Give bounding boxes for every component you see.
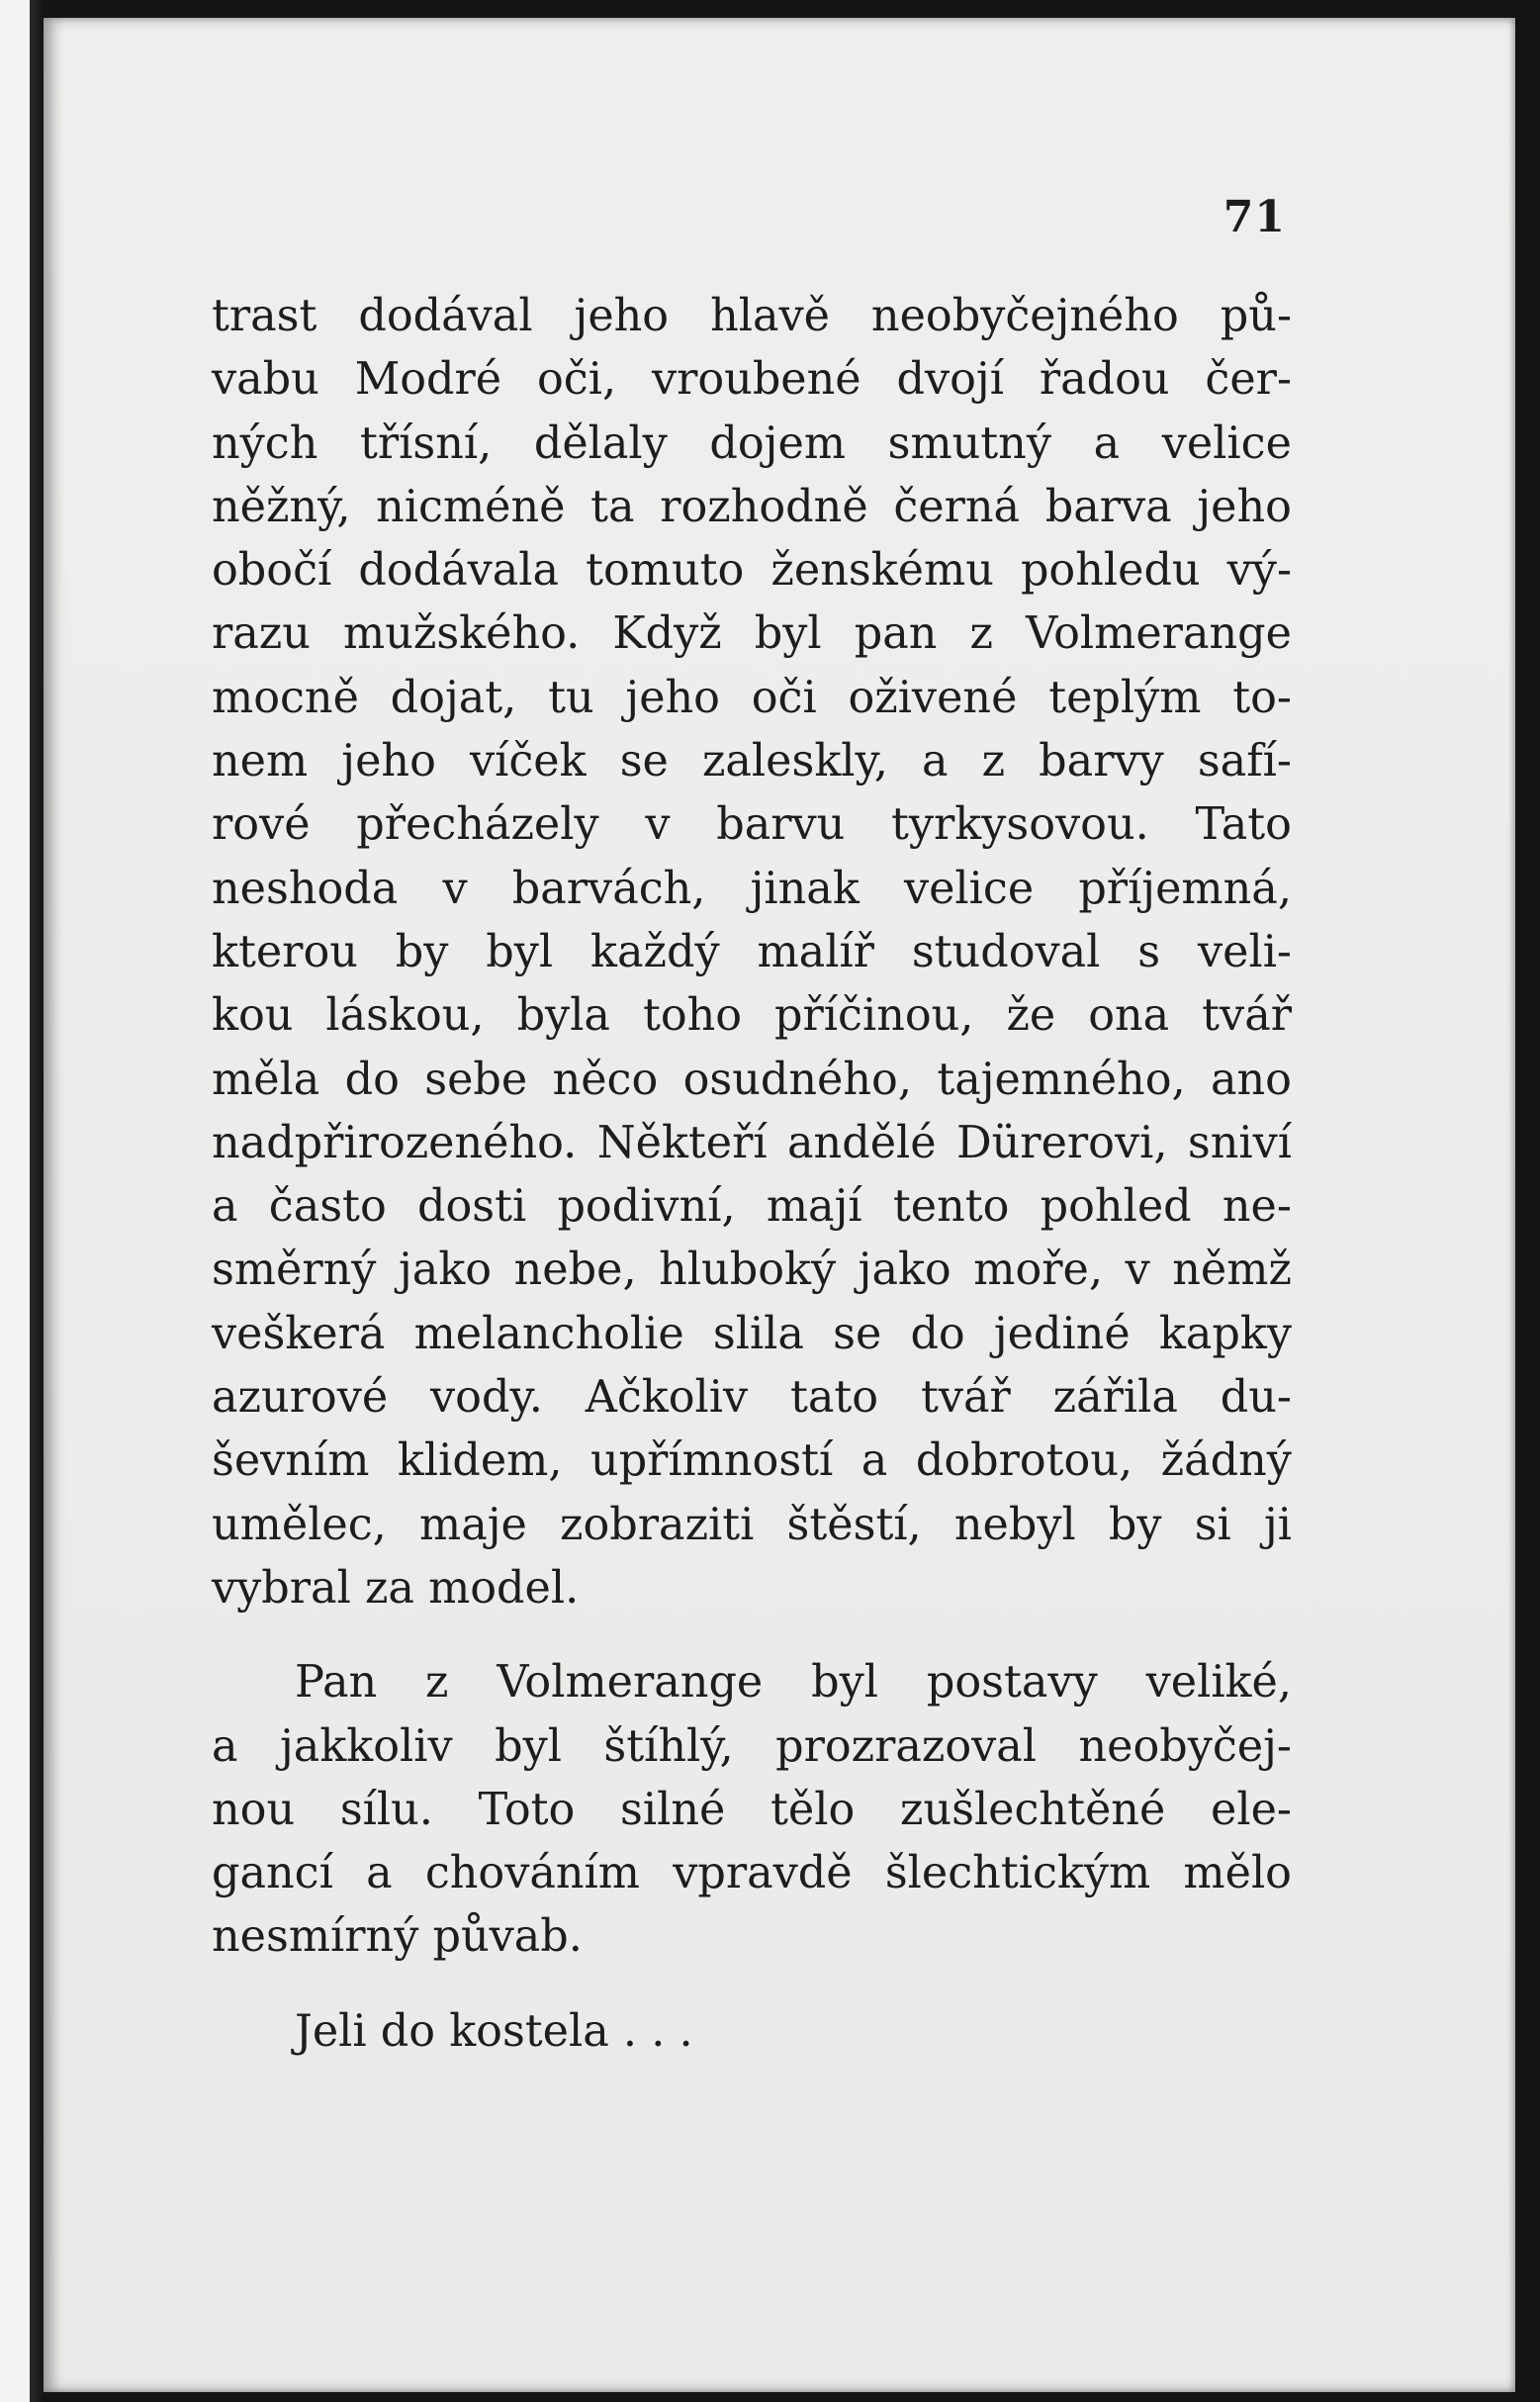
text-line: Pan z Volmerange byl postavy veliké, bbox=[295, 1657, 1292, 1709]
text-line: obočí dodávala tomuto ženskému pohledu vý- bbox=[212, 545, 1292, 597]
text-line: azurové vody. Ačkoliv tato tvář zářila du- bbox=[212, 1372, 1292, 1424]
body-text bbox=[212, 285, 1292, 2064]
text-line: vybral za model. bbox=[212, 1562, 580, 1614]
text-line: rové přecházely v barvu tyrkysovou. Tato bbox=[212, 799, 1292, 851]
text-line: nem jeho víček se zaleskly, a z barvy safí- bbox=[212, 736, 1292, 787]
text-line: nadpřirozeného. Někteří andělé Dürerovi, sniví bbox=[212, 1117, 1292, 1168]
text-line: kterou by byl každý malíř studoval s veli- bbox=[212, 926, 1292, 977]
text-line: a jakkoliv byl štíhlý, prozrazoval neobyčej- bbox=[212, 1720, 1292, 1772]
paragraph-3 bbox=[212, 2000, 1292, 2064]
text-line: razu mužského. Když byl pan z Volmerange bbox=[212, 608, 1292, 660]
text-line: kou láskou, byla toho příčinou, že ona tvář bbox=[212, 990, 1292, 1042]
paragraph-gap bbox=[212, 1970, 1292, 2000]
text-line: něžný, nicméně ta rozhodně černá barva jeho bbox=[212, 481, 1292, 532]
text-line: měla do sebe něco osudného, tajemného, ano bbox=[212, 1054, 1292, 1105]
book-spine-edge bbox=[0, 0, 44, 2402]
paragraph-2 bbox=[212, 1651, 1292, 1969]
book-page bbox=[44, 18, 1515, 2392]
text-line: trast dodával jeho hlavě neobyčejného pů- bbox=[212, 291, 1292, 341]
text-line: ševním klidem, upřímností a dobrotou, žádný bbox=[212, 1435, 1292, 1487]
text-line: a často dosti podivní, mají tento pohled ne- bbox=[212, 1181, 1292, 1233]
text-line: nou sílu. Toto silné tělo zušlechtěné ele- bbox=[212, 1784, 1292, 1835]
text-line: mocně dojat, tu jeho oči oživené teplým to- bbox=[212, 672, 1292, 723]
text-line: směrný jako nebe, hluboký jako moře, v němž bbox=[212, 1245, 1292, 1296]
page-number: 71 bbox=[1223, 192, 1286, 242]
text-line: ných třísní, dělaly dojem smutný a velice bbox=[212, 417, 1292, 469]
paragraph-gap bbox=[212, 1620, 1292, 1651]
text-line: veškerá melancholie slila se do jediné kapky bbox=[212, 1308, 1292, 1359]
text-line: vabu Modré oči, vroubené dvojí řadou čer- bbox=[212, 354, 1292, 406]
text-line: neshoda v barvách, jinak velice příjemná, bbox=[212, 863, 1292, 914]
text-line: Jeli do kostela . . . bbox=[295, 2005, 693, 2057]
text-line: nesmírný půvab. bbox=[212, 1911, 583, 1963]
text-line: gancí a chováním vpravdě šlechtickým mělo bbox=[212, 1848, 1292, 1899]
paragraph-1 bbox=[212, 285, 1292, 1620]
text-line: umělec, maje zobraziti štěstí, nebyl by si ji bbox=[212, 1499, 1292, 1550]
